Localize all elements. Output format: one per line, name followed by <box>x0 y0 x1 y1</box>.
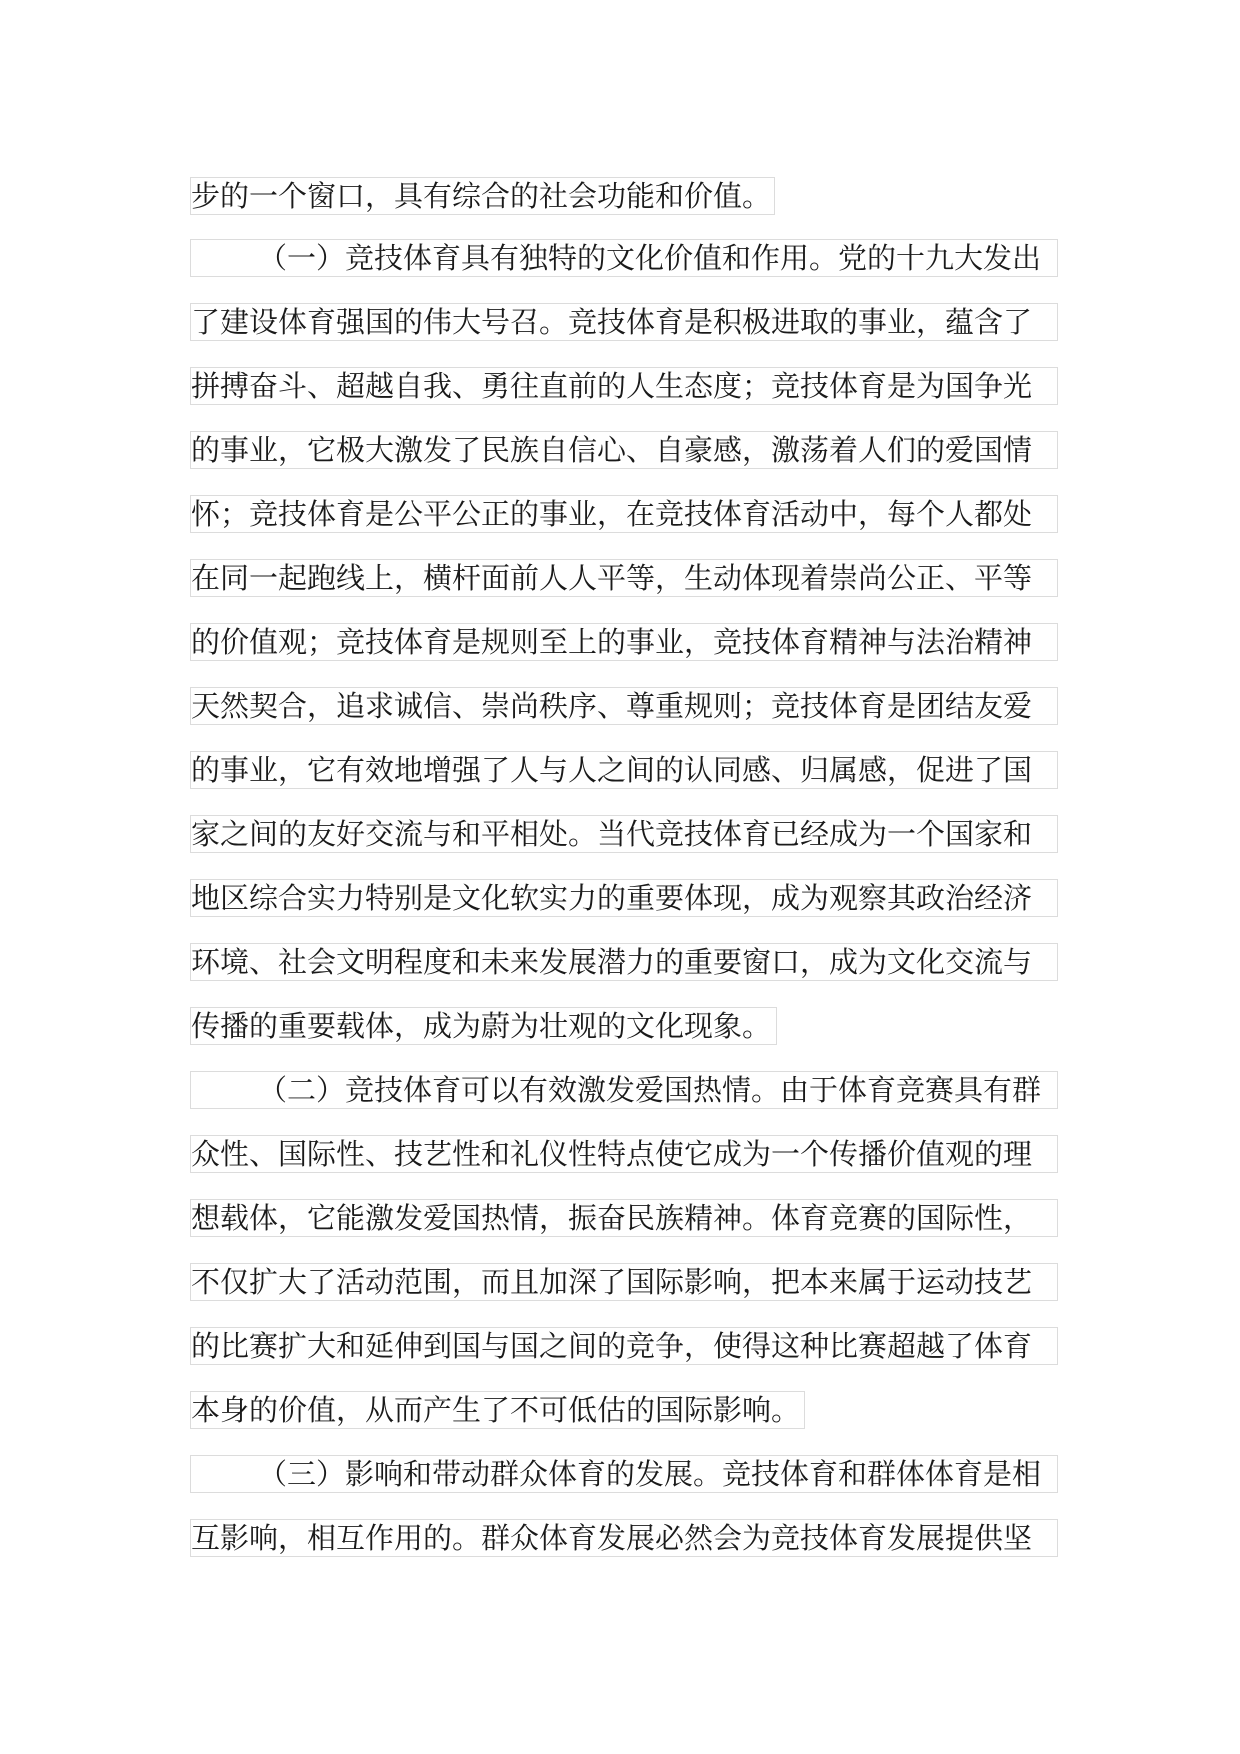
text-line: 传播的重要载体，成为蔚为壮观的文化现象。 <box>190 1007 777 1045</box>
text-line: 怀；竞技体育是公平公正的事业，在竞技体育活动中，每个人都处 <box>190 495 1058 533</box>
text-line: 本身的价值，从而产生了不可低估的国际影响。 <box>190 1391 805 1429</box>
text-line: 的事业，它极大激发了民族自信心、自豪感，激荡着人们的爱国情 <box>190 431 1058 469</box>
text-line: 拼搏奋斗、超越自我、勇往直前的人生态度；竞技体育是为国争光 <box>190 367 1058 405</box>
text-line: 家之间的友好交流与和平相处。当代竞技体育已经成为一个国家和 <box>190 815 1058 853</box>
text-line: 互影响，相互作用的。群众体育发展必然会为竞技体育发展提供坚 <box>190 1519 1058 1557</box>
text-line: 环境、社会文明程度和未来发展潜力的重要窗口，成为文化交流与 <box>190 943 1058 981</box>
text-line: 了建设体育强国的伟大号召。竞技体育是积极进取的事业，蕴含了 <box>190 303 1058 341</box>
text-line: 众性、国际性、技艺性和礼仪性特点使它成为一个传播价值观的理 <box>190 1135 1058 1173</box>
text-line: 步的一个窗口，具有综合的社会功能和价值。 <box>190 177 775 215</box>
text-line: 的比赛扩大和延伸到国与国之间的竞争，使得这种比赛超越了体育 <box>190 1327 1058 1365</box>
text-line: 的事业，它有效地增强了人与人之间的认同感、归属感，促进了国 <box>190 751 1058 789</box>
text-line: 地区综合实力特别是文化软实力的重要体现，成为观察其政治经济 <box>190 879 1058 917</box>
paragraph-start-line: （一）竞技体育具有独特的文化价值和作用。党的十九大发出 <box>190 239 1058 277</box>
text-line: 不仅扩大了活动范围，而且加深了国际影响，把本来属于运动技艺 <box>190 1263 1058 1301</box>
text-line: 天然契合，追求诚信、崇尚秩序、尊重规则；竞技体育是团结友爱 <box>190 687 1058 725</box>
text-line: 想载体，它能激发爱国热情，振奋民族精神。体育竞赛的国际性， <box>190 1199 1058 1237</box>
paragraph-start-line: （二）竞技体育可以有效激发爱国热情。由于体育竞赛具有群 <box>190 1071 1058 1109</box>
text-line: 的价值观；竞技体育是规则至上的事业，竞技体育精神与法治精神 <box>190 623 1058 661</box>
paragraph-start-line: （三）影响和带动群众体育的发展。竞技体育和群体体育是相 <box>190 1455 1058 1493</box>
text-line: 在同一起跑线上，横杆面前人人平等，生动体现着崇尚公正、平等 <box>190 559 1058 597</box>
